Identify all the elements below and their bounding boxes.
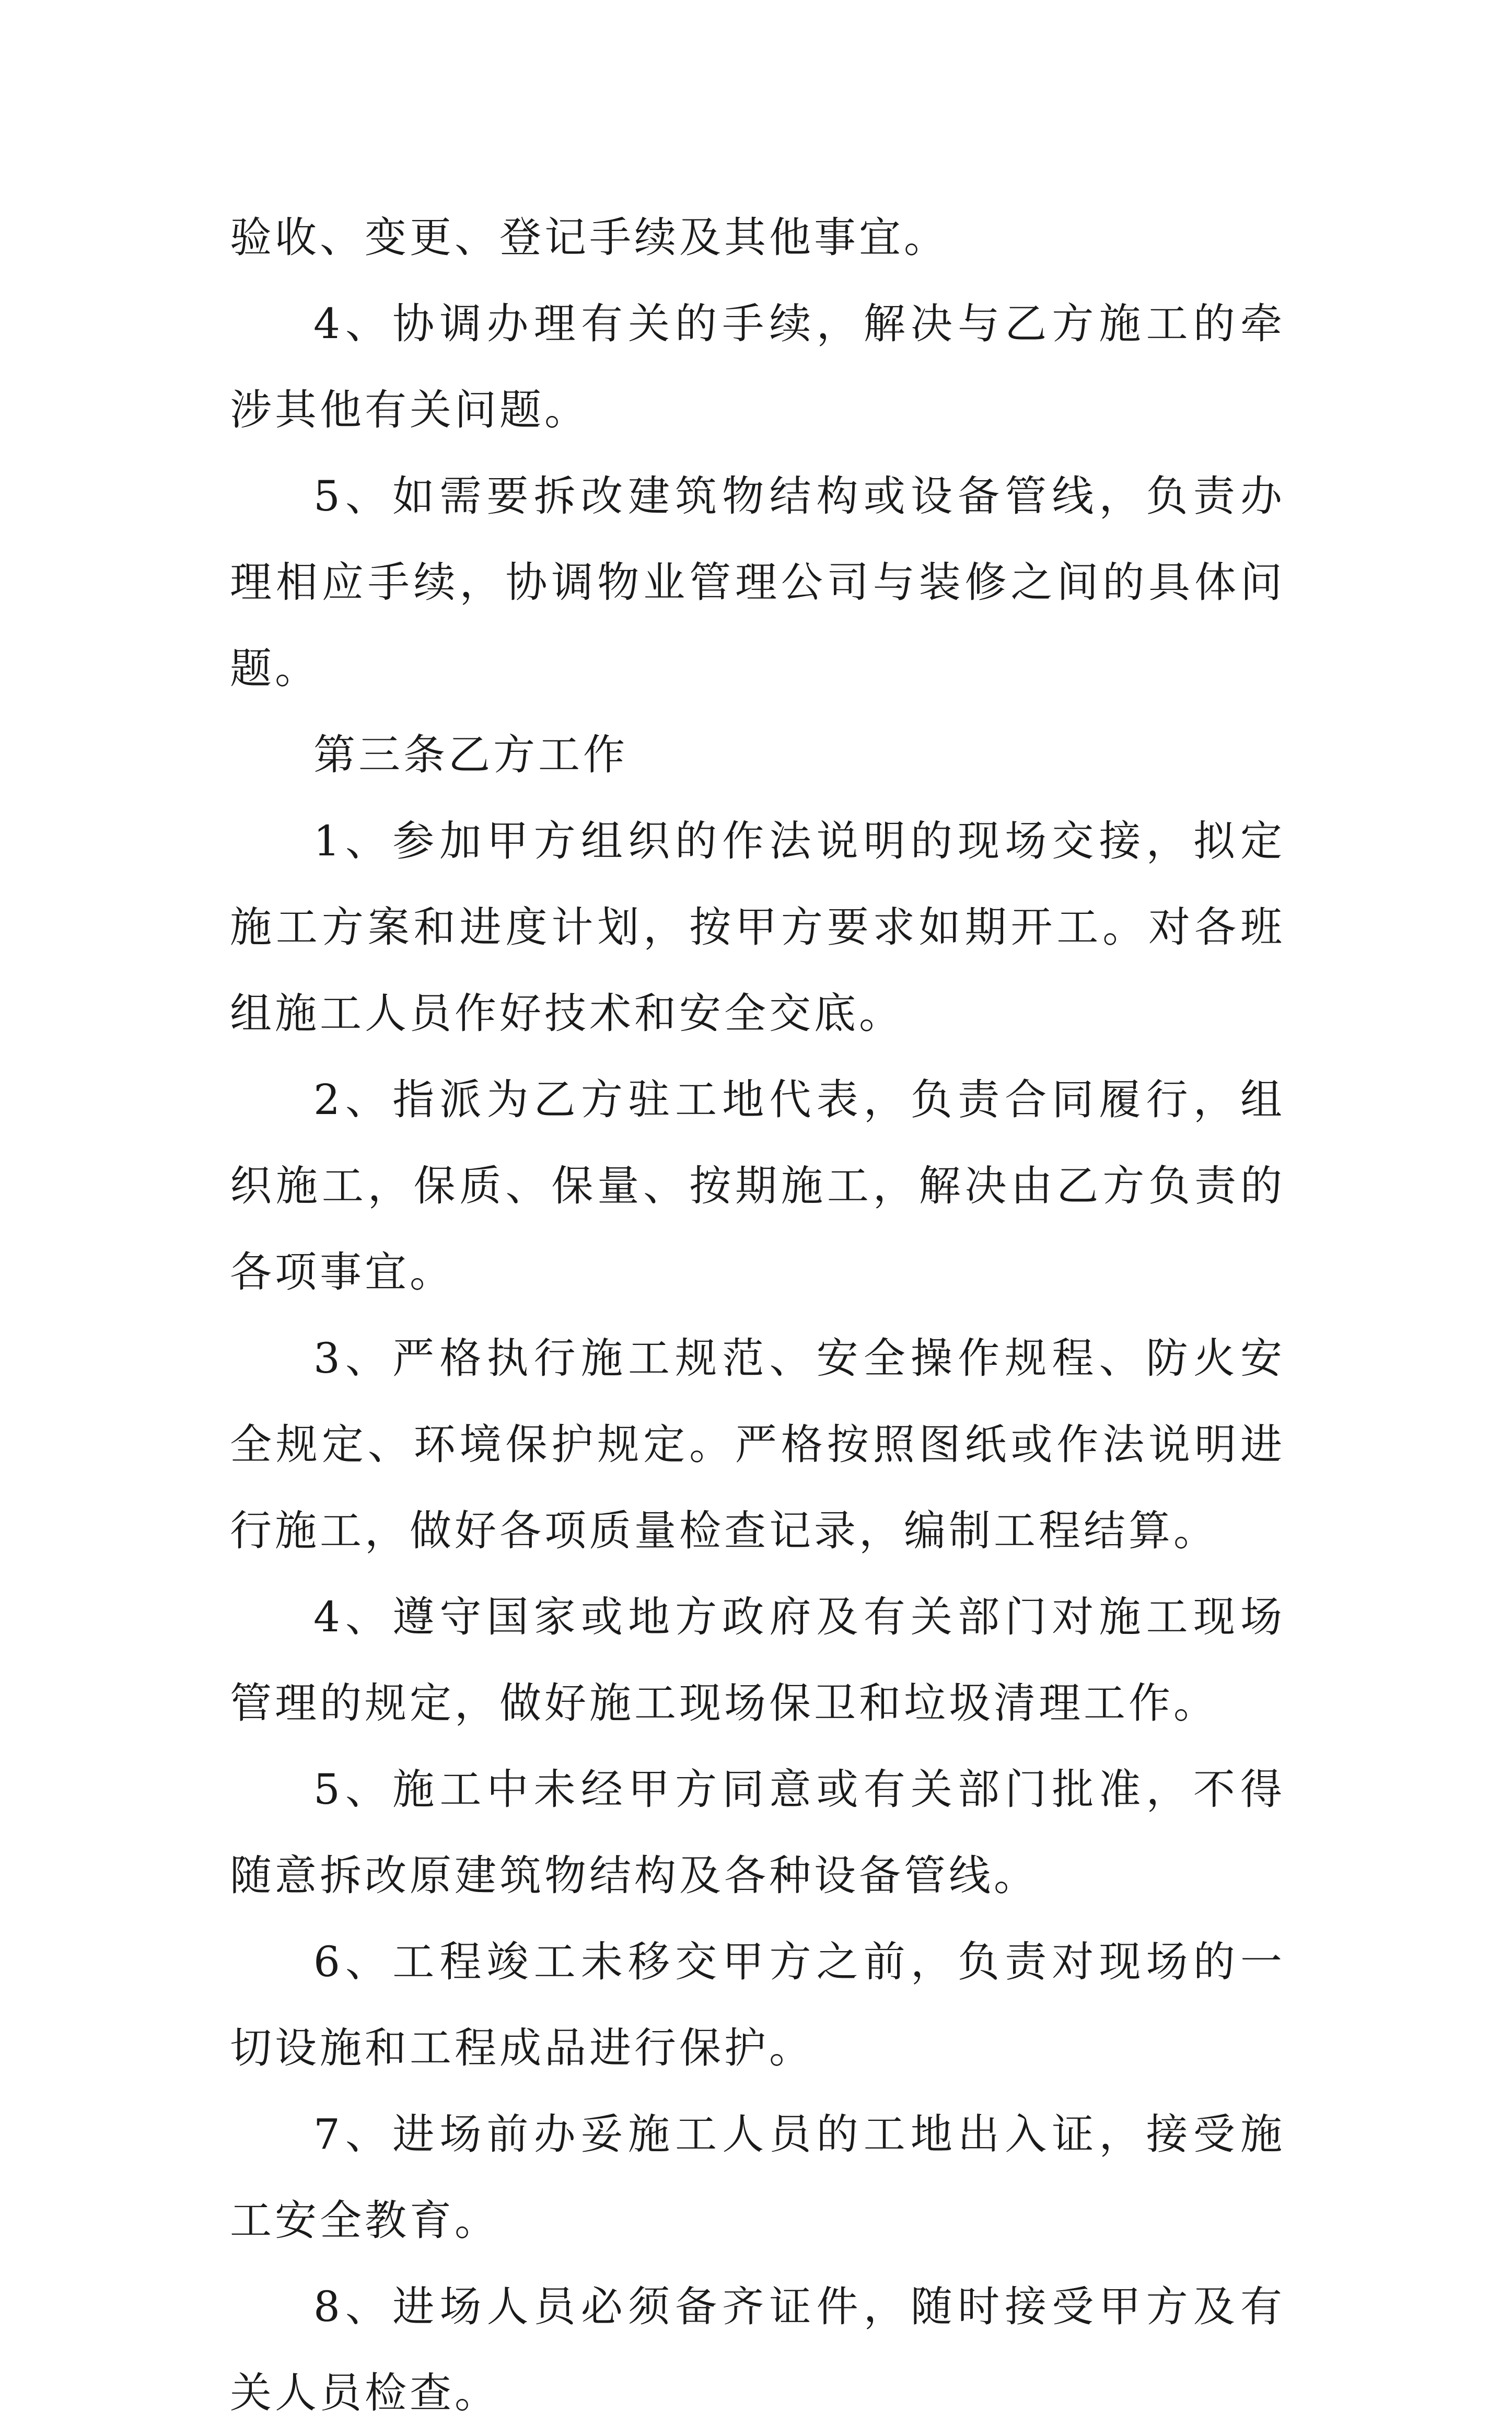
section-heading-article-3: 第三条乙方工作 (313, 730, 628, 779)
paragraph-item-7-party-b: 7、进场前办妥施工人员的工地出入证，接受施工安全教育。 (230, 2110, 1285, 2245)
paragraph-item-4-party-b: 4、遵守国家或地方政府及有关部门对施工现场管理的规定，做好施工现场保卫和垃圾清理工作。 (230, 1593, 1285, 1727)
paragraph-item-1-party-b: 1、参加甲方组织的作法说明的现场交接，拟定施工方案和进度计划，按甲方要求如期开工。对各班组施工人员作好技术和安全交底。 (230, 817, 1285, 1038)
paragraph-item-3-party-b: 3、严格执行施工规范、安全操作规程、防火安全规定、环境保护规定。严格按照图纸或作法说明进行施工，做好各项质量检查记录，编制工程结算。 (230, 1334, 1285, 1555)
document-body (230, 194, 1285, 2436)
paragraph-item-6-party-b: 6、工程竣工未移交甲方之前，负责对现场的一切设施和工程成品进行保护。 (230, 1938, 1285, 2072)
paragraph-continuation: 验收、变更、登记手续及其他事宜。 (230, 213, 949, 262)
paragraph-item-4-party-a: 4、协调办理有关的手续，解决与乙方施工的牵涉其他有关问题。 (230, 299, 1285, 434)
paragraph-item-5-party-b: 5、施工中未经甲方同意或有关部门批准，不得随意拆改原建筑物结构及各种设备管线。 (230, 1765, 1285, 1900)
paragraph-item-5-party-a: 5、如需要拆改建筑物结构或设备管线，负责办理相应手续，协调物业管理公司与装修之间的具体问题。 (230, 472, 1285, 693)
paragraph-item-2-party-b: 2、指派为乙方驻工地代表，负责合同履行，组织施工，保质、保量、按期施工，解决由乙方负责的各项事宜。 (230, 1075, 1285, 1296)
paragraph-item-8-party-b: 8、进场人员必须备齐证件，随时接受甲方及有关人员检查。 (230, 2282, 1285, 2417)
